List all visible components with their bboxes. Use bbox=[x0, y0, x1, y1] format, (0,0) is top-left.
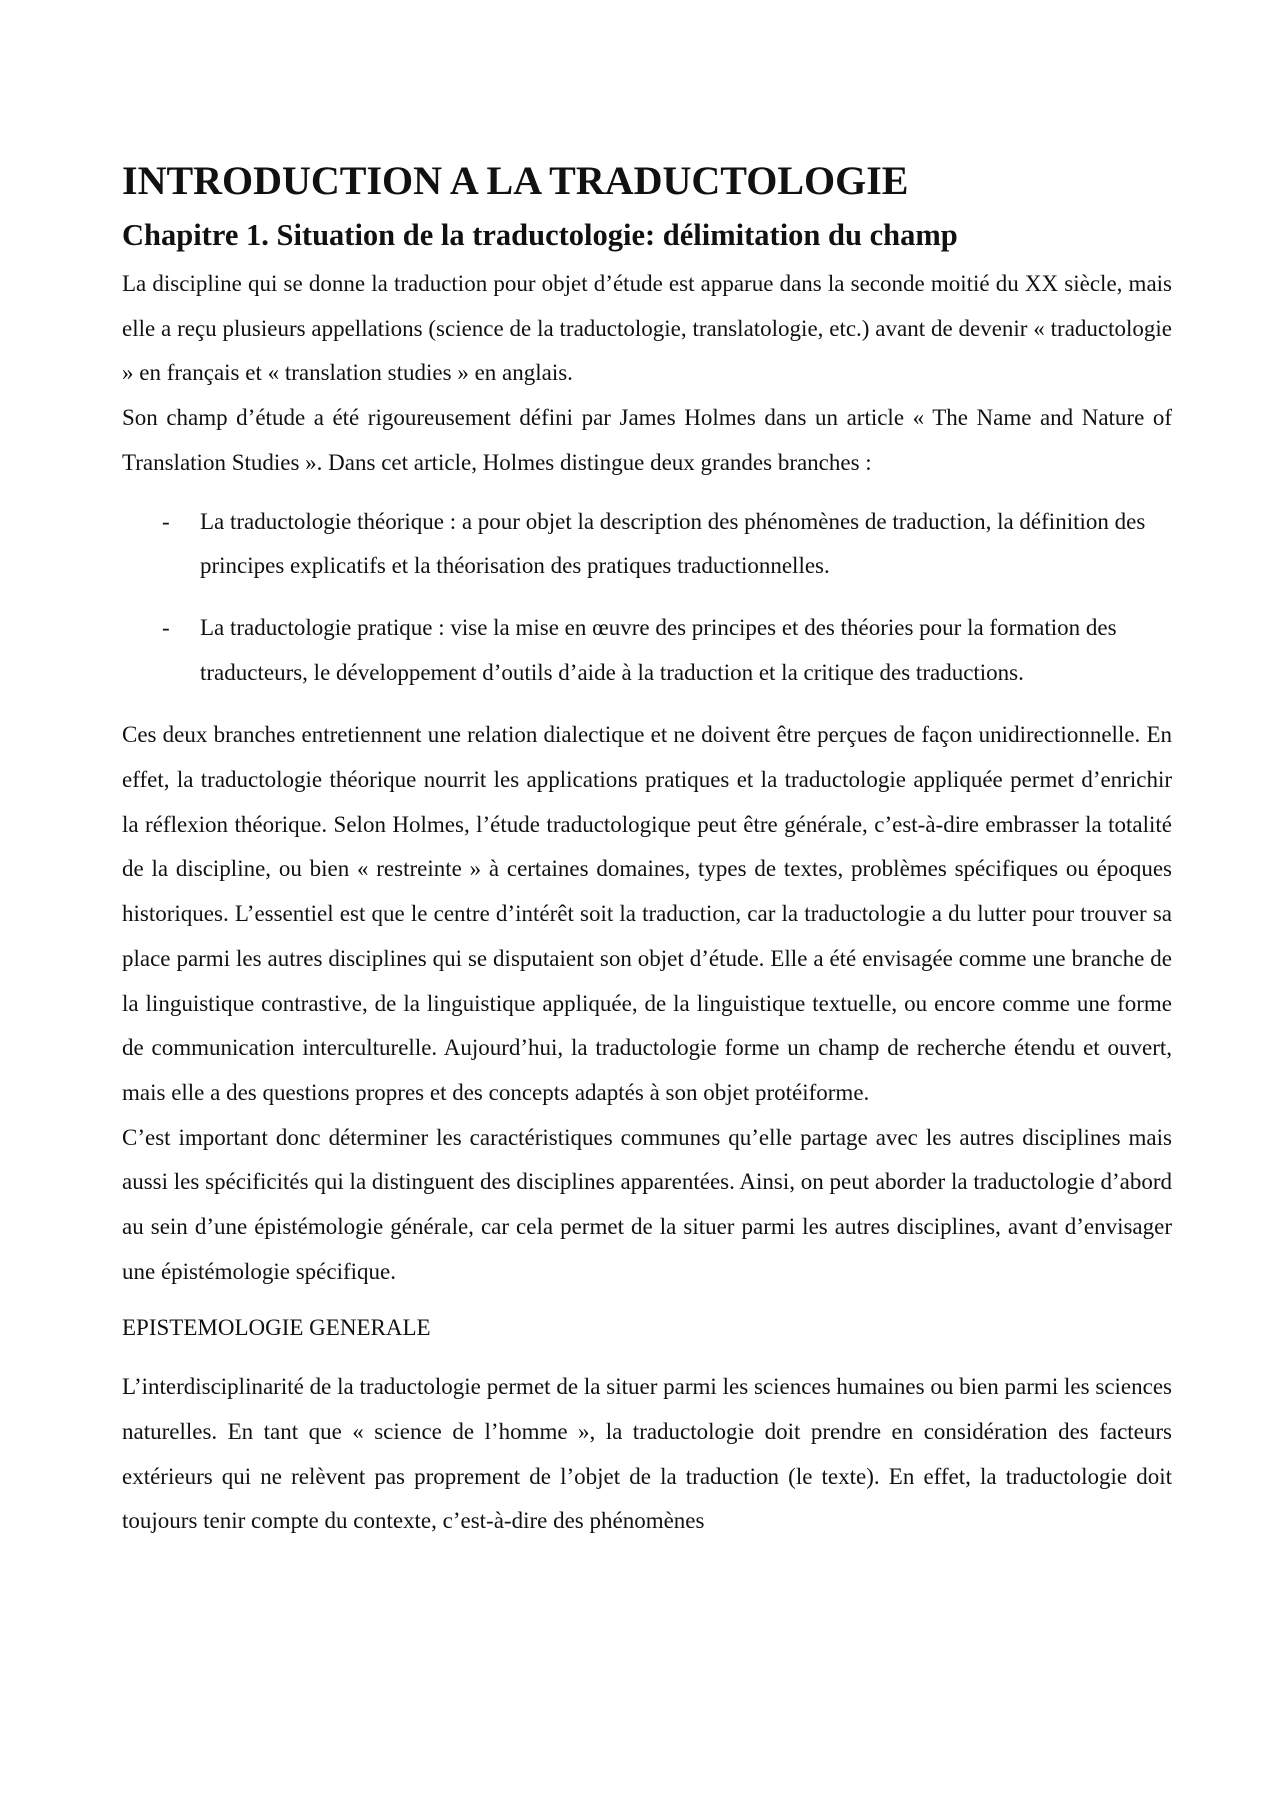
chapter-title: Chapitre 1. Situation de la traductologie: délimitation du champ bbox=[122, 218, 958, 252]
branch-theorique-text: La traductologie théorique : a pour objet la description des phénomènes de traduction, la définition des principes explicatifs et la théorisation des pratiques traductionnelles. bbox=[200, 508, 1146, 579]
body-paragraph-2: C’est important donc déterminer les caractéristiques communes qu’elle partage avec les autres disciplines mais aussi les spécificités qui la distinguent des disciplines apparentées. Ainsi, on peut aborder la traductologie d’abord au sein d’une épistémologie générale, car cela permet de la situer parmi les autres disciplines, avant d’envisager une épistémologie spécifique. bbox=[122, 1124, 1172, 1284]
branches-list bbox=[122, 500, 1172, 696]
intro-paragraph-1: La discipline qui se donne la traduction pour objet d’étude est apparue dans la seconde moitié du XX siècle, mais elle a reçu plusieurs appellations (science de la traductologie, translatologie, etc.) avant de devenir « traductologie » en français et « translation studies » en anglais. bbox=[122, 271, 1172, 386]
list-item bbox=[122, 606, 1172, 695]
intro-paragraph-2: Son champ d’étude a été rigoureusement défini par James Holmes dans un article « The Name and Nature of Translation Studies ». Dans cet article, Holmes distingue deux grandes branches : bbox=[122, 405, 1172, 475]
branch-pratique-text: La traductologie pratique : vise la mise en œuvre des principes et des théories pour la formation des traducteurs, le développement d’outils d’aide à la traduction et la critique des traductions. bbox=[200, 614, 1117, 685]
list-dash: - bbox=[162, 508, 170, 534]
body-paragraph-1: Ces deux branches entretiennent une relation dialectique et ne doivent être perçues de façon unidirectionnelle. En effet, la traductologie théorique nourrit les applications pratiques et la traductologie appliquée permet d’enrichir la réflexion théorique. Selon Holmes, l’étude traductologique peut être générale, c’est-à-dire embrasser la totalité de la discipline, ou bien « restreinte » à certaines domaines, types de textes, problèmes spécifiques ou époques historiques. L’essentiel est que le centre d’intérêt soit la traduction, car la traductologie a du lutter pour trouver sa place parmi les autres disciplines qui se disputaient son objet d’étude. Elle a été envisagée comme une branche de la linguistique contrastive, de la linguistique appliquée, de la linguistique textuelle, ou encore comme une forme de communication interculturelle. Aujourd’hui, la traductologie forme un champ de recherche étendu et ouvert, mais elle a des questions propres et des concepts adaptés à son objet protéiforme. bbox=[122, 722, 1172, 1105]
document-title: INTRODUCTION A LA TRADUCTOLOGIE bbox=[122, 158, 909, 203]
section-paragraph: L’interdisciplinarité de la traductologie permet de la situer parmi les sciences humaines ou bien parmi les sciences naturelles. En tant que « science de l’homme », la traductologie doit prendre en considération des facteurs extérieurs qui ne relèvent pas proprement de l’objet de la traduction (le texte). En effet, la traductologie doit toujours tenir compte du contexte, c’est-à-dire des phénomènes bbox=[122, 1374, 1172, 1534]
list-dash: - bbox=[162, 614, 170, 640]
section-heading: EPISTEMOLOGIE GENERALE bbox=[122, 1315, 431, 1341]
list-item bbox=[122, 500, 1172, 589]
document-body bbox=[122, 150, 1172, 1544]
